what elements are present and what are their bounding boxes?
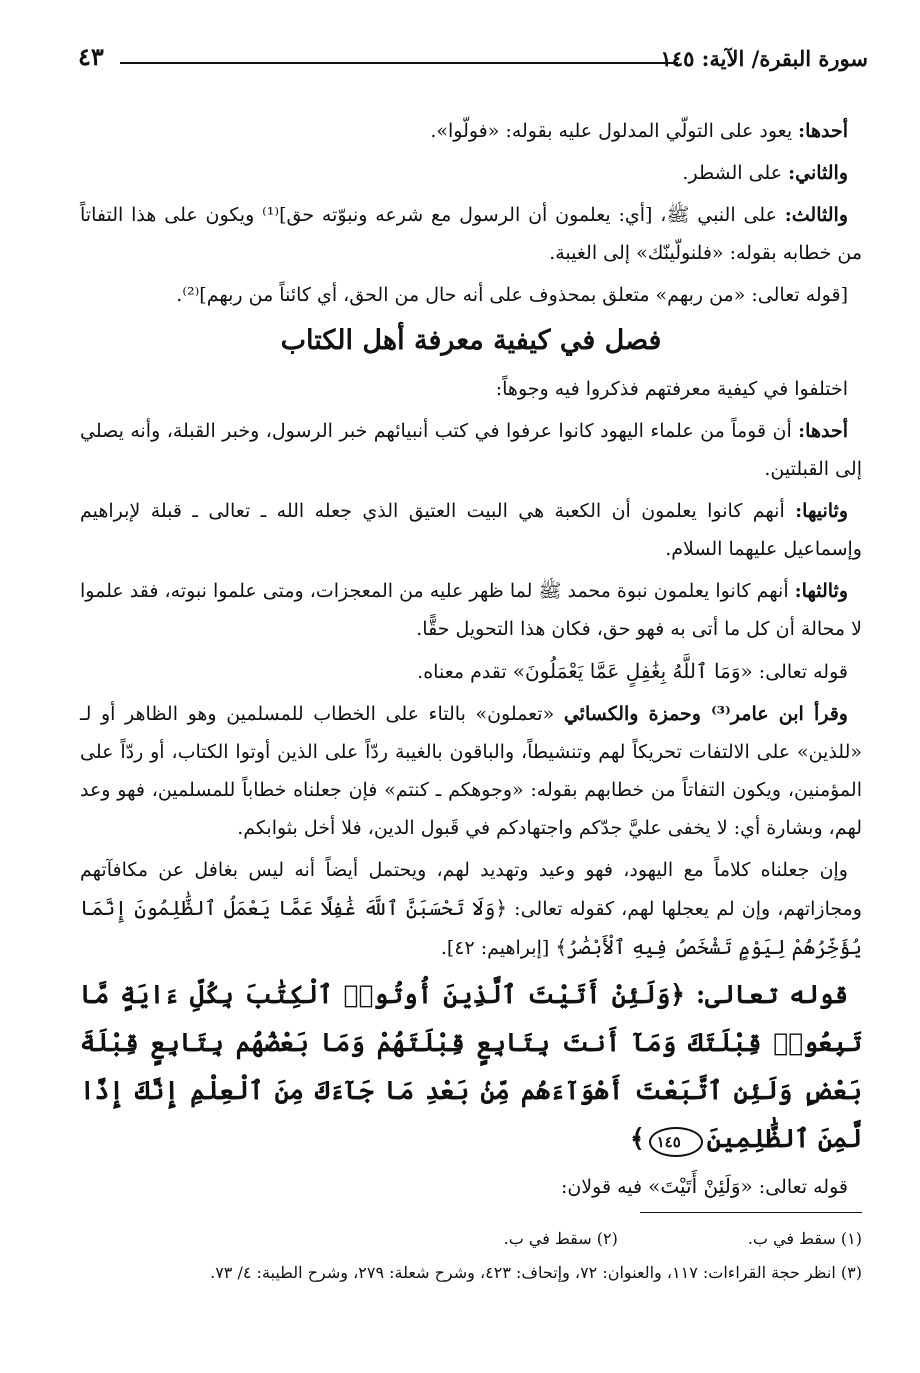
quran-quote: «وَمَا ٱللَّهُ بِغَٰفِلٍ عَمَّا يَعْمَلُونَ»: [512, 659, 753, 683]
paragraph-second-aspect: [80, 154, 862, 192]
lead-word: وثانيها:: [795, 500, 848, 522]
paragraph-text: «تعملون» بالتاء على الخطاب للمسلمين وهو الظاهر أو لـ «للذين» على الالتفات تحريكاً لهم وتنشيطاً، والباقون بالغيبة ردّاً على الذين أوتوا الكتاب، أو ردّاً على المؤمنين، ويكون التفاتاً من خطابهم بقوله: «وجوهكم ـ كنتم» فإن جعلناه خطاباً للمسلمين، فهو وعد لهم، وبشارة أي: لا يخفى عليَّ جدّكم واجتهادكم في قَبول الدين، فلا أخل بثوابكم.: [80, 703, 862, 839]
paragraph-text: قوله تعالى:: [752, 1176, 848, 1198]
surah-reference: [إبراهيم: ٤٢].: [440, 937, 556, 959]
paragraph-text: على الشطر.: [682, 162, 789, 184]
lead-word: والثالث:: [784, 204, 848, 226]
lead-word: أحدها:: [798, 420, 848, 442]
paragraph-third-view: [80, 572, 862, 648]
paragraph-text: أنهم كانوا يعلمون نبوة محمد ﷺ لما ظهر عليه من المعجزات، ومتى علموا نبوته، فقد علموا لا محالة أن كل ما أتى به فهو حق، فكان هذا التحويل حقًّا.: [80, 580, 862, 640]
paragraph-first-aspect: [80, 112, 862, 150]
main-text: [80, 112, 862, 1210]
paragraph-text: اختلفوا في كيفية معرفتهم فذكروا فيه وجوهاً:: [495, 378, 848, 400]
verse-block: [80, 971, 862, 1163]
paragraph-ghafil: [80, 652, 862, 691]
page-number: ٤٣: [78, 42, 104, 71]
paragraph-text: أن قوماً من علماء اليهود كانوا عرفوا في كتب أنبيائهم خبر الرسول، وخبر القبلة، وأنه يصلي إلى القبلتين.: [80, 420, 862, 480]
quran-quote: ﴿وَلَا تَحْسَبَنَّ ٱللَّهَ غَٰفِلًا عَمَّا يَعْمَلُ ٱلظَّٰلِمُونَ إِنَّمَا يُؤَخِّرُهُمْ لِيَوْمٍ تَشْخَصُ فِيهِ ٱلْأَبْصَٰرُ﴾: [80, 896, 862, 959]
paragraph-text: يعود على التولّي المدلول عليه بقوله: «فولّوا».: [430, 120, 799, 142]
header-title: سورة البقرة/ الآية: ١٤٥: [660, 46, 868, 71]
verse-intro: قوله تعالى:: [684, 980, 848, 1009]
paragraph-text: فيه قولان:: [560, 1176, 649, 1198]
verse-close-bracket: ﴾: [629, 1124, 645, 1153]
footnote-row: [80, 1222, 862, 1256]
lead-phrase: وقرأ ابن عامر⁽³⁾ وحمزة والكسائي: [563, 703, 848, 725]
paragraph-text: [قوله تعالى: «من ربهم» متعلق بمحذوف على أنه حال من الحق، أي كائناً من ربهم]⁽²⁾.: [176, 284, 848, 306]
footnote-1: (١) سقط في ب.: [747, 1229, 862, 1248]
paragraph-text: أنهم كانوا يعلمون أن الكعبة هي البيت العتيق الذي جعله الله ـ تعالى ـ قبلة لإبراهيم وإسماعيل عليهما السلام.: [80, 500, 862, 560]
verse-text: ﴿وَلَئِنْ أَتَيْتَ ٱلَّذِينَ أُوتُوا۟ ٱلْكِتَٰبَ بِكُلِّ ءَايَةٍ مَّا تَبِعُوا۟ قِبْلَتَكَ وَمَآ أَنتَ بِتَابِعٍ قِبْلَتَهُمْ وَمَا بَعْضُهُم بِتَابِعٍ قِبْلَةَ بَعْضٍ وَلَئِنِ ٱتَّبَعْتَ أَهْوَآءَهُم مِّنۢ بَعْدِ مَا جَآءَكَ مِنَ ٱلْعِلْمِ إِنَّكَ إِذًا لَّمِنَ ٱلظَّٰلِمِينَ: [80, 980, 862, 1153]
running-header: [78, 40, 868, 80]
footnote-3: (٣) انظر حجة القراءات: ١١٧، والعنوان: ٧٢، وإتحاف: ٤٢٣، وشرح شعلة: ٢٧٩، وشرح الطيبة: ٤/ ٧٣.: [210, 1263, 862, 1282]
paragraph-two-opinions: [80, 1167, 862, 1206]
paragraph-intro: [80, 370, 862, 408]
quran-quote: «وَلَئِنْ أَتَيْتَ»: [648, 1174, 753, 1198]
paragraph-text: على النبي ﷺ، [أي: يعلمون أن الرسول مع شرعه ونبوّته حق]⁽¹⁾ ويكون على هذا التفاتاً من خطابه بقوله: «فلنولّينّك» إلى الغيبة.: [80, 204, 862, 264]
lead-word: أحدها:: [798, 120, 848, 142]
lead-word: وثالثها:: [794, 580, 848, 602]
ayah-number-badge: ١٤٥: [649, 1127, 703, 1157]
paragraph-second-view: [80, 492, 862, 568]
paragraph-first-view: [80, 412, 862, 488]
header-rule: [120, 62, 678, 64]
paragraph-text: تقدم معناه.: [417, 661, 513, 683]
lead-word: والثاني:: [788, 162, 848, 184]
footnotes: [80, 1222, 862, 1290]
footnote-2: (٢) سقط في ب.: [503, 1229, 618, 1248]
section-heading: فصل في كيفية معرفة أهل الكتاب: [280, 325, 662, 356]
paragraph-text: وإن جعلناه كلاماً مع اليهود، فهو وعيد وتهديد لهم، ويحتمل أيضاً أنه ليس بغافل عن مكافآتهم ومجازاتهم، وإن لم يعجلها لهم، كقوله تعالى:: [80, 859, 862, 920]
paragraph-third-aspect: [80, 196, 862, 272]
paragraph-min-rabbihim: [80, 276, 862, 314]
paragraph-text: قوله تعالى:: [752, 661, 848, 683]
paragraph-readings: [80, 695, 862, 847]
footnote-separator: [640, 1212, 862, 1213]
paragraph-jews: [80, 851, 862, 967]
